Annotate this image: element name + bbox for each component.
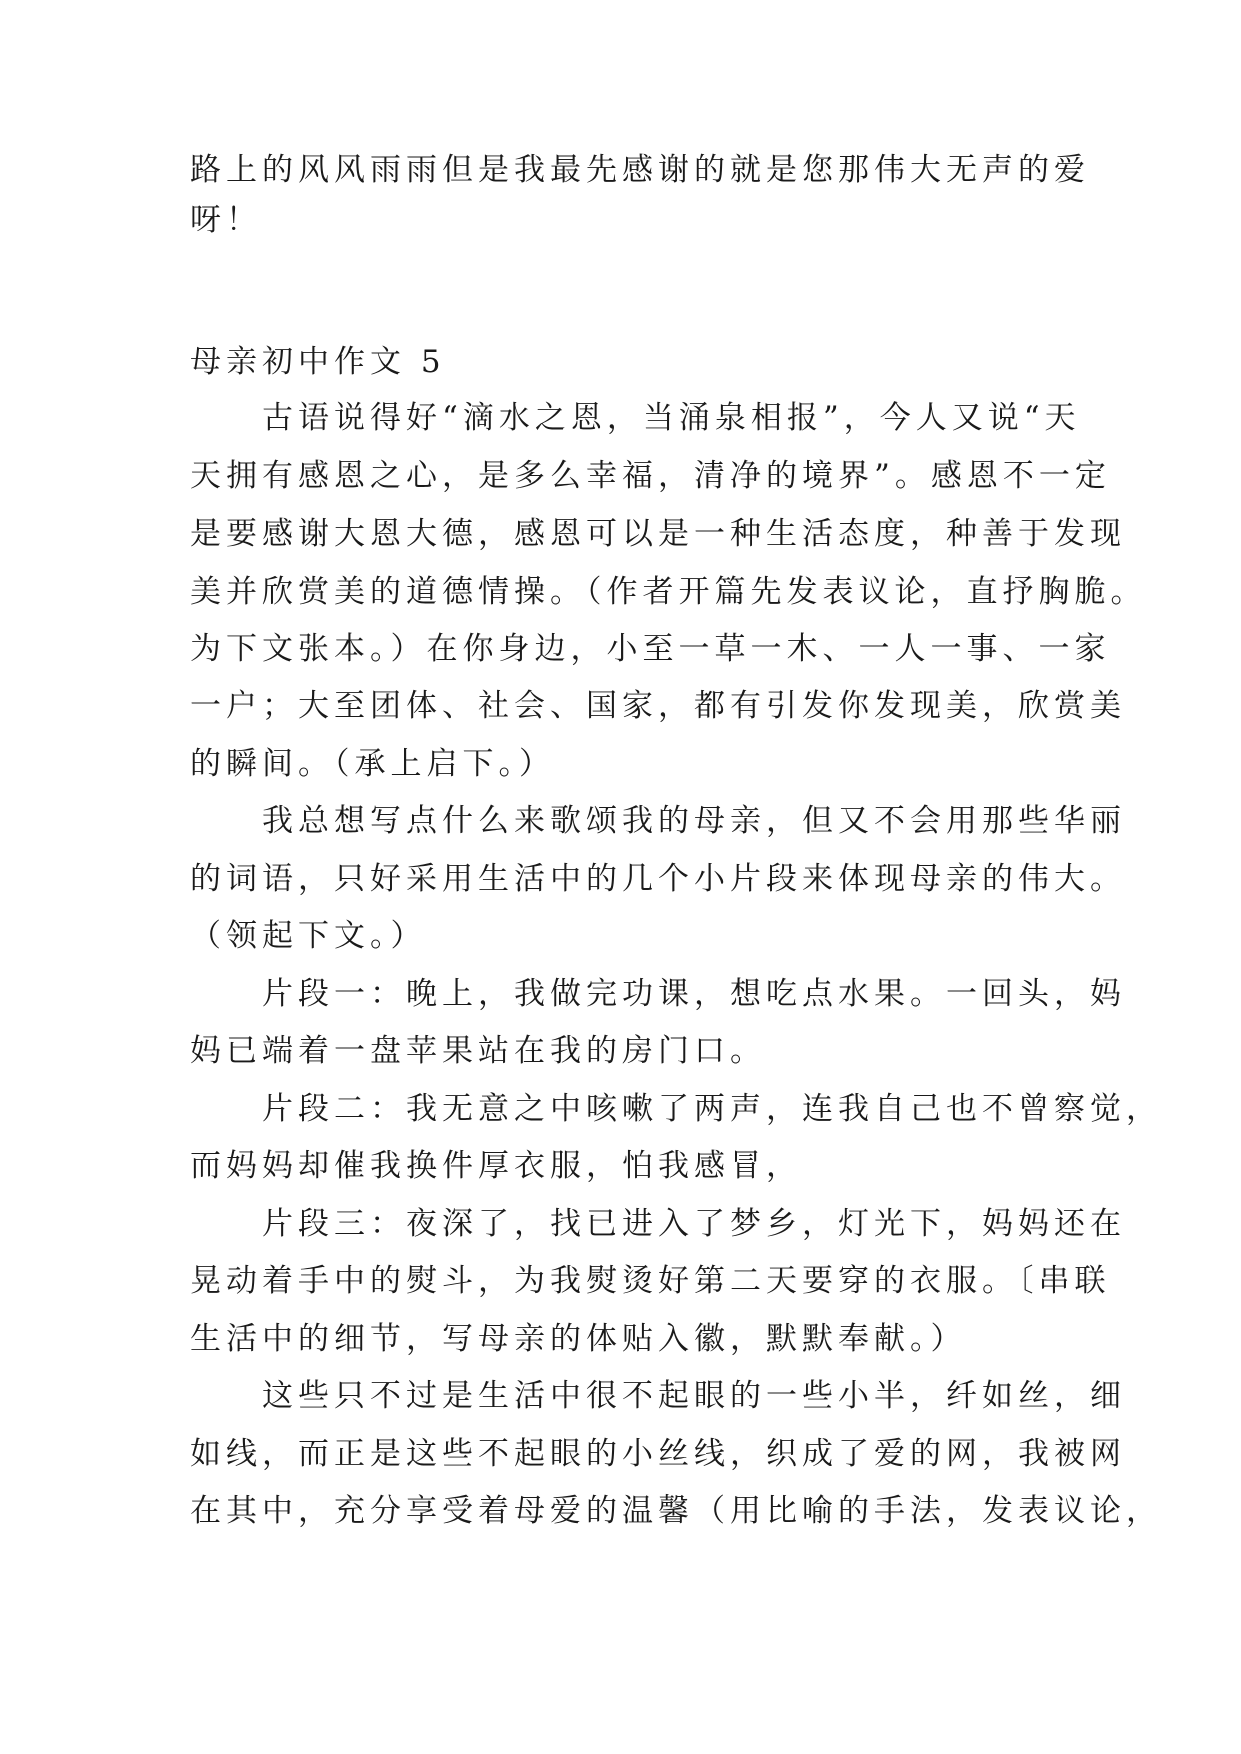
text-line: 我总想写点什么来歌颂我的母亲，但又不会用那些华丽 [190, 803, 1126, 839]
text-line: 这些只不过是生活中很不起眼的一些小半，纤如丝，细 [190, 1378, 1126, 1414]
text-line: 的词语，只好采用生活中的几个小片段来体现母亲的伟大。 [190, 861, 1126, 897]
text-line: （领起下文。） [190, 918, 427, 954]
text-line: 天拥有感恩之心，是多么幸福，清净的境界”。感恩不一定 [190, 458, 1111, 494]
text-line: 片段三：夜深了，找已进入了梦乡，灯光下，妈妈还在 [190, 1206, 1126, 1242]
text-line: 路上的风风雨雨但是我最先感谢的就是您那伟大无声的爱 [190, 152, 1090, 188]
text-line: 晃动着手中的熨斗，为我熨烫好第二天要穿的衣服。〔串联 [190, 1263, 1111, 1299]
text-line: 的瞬间。（承上启下。） [190, 746, 555, 782]
text-line: 妈已端着一盘苹果站在我的房门口。 [190, 1033, 766, 1069]
text-line: 是要感谢大恩大德，感恩可以是一种生活态度，种善于发现 [190, 516, 1126, 552]
text-line: 呀！ [190, 202, 262, 238]
text-line: 而妈妈却催我换件厚衣服，怕我感冒， [190, 1148, 802, 1184]
text-line: 一户；大至团体、社会、国家，都有引发你发现美，欣赏美 [190, 688, 1126, 724]
text-line: 片段一：晚上，我做完功课，想吃点水果。一回头，妈 [190, 976, 1126, 1012]
text-line: 在其中，充分享受着母爱的温馨（用比喻的手法，发表议论， [190, 1493, 1162, 1529]
text-line: 如线，而正是这些不起眼的小丝线，织成了爱的网，我被网 [190, 1436, 1126, 1472]
text-line: 美并欣赏美的道德情操。（作者开篇先发表议论，直抒胸脆。 [190, 574, 1147, 610]
text-line: 片段二：我无意之中咳嗽了两声，连我自己也不曾察觉， [190, 1091, 1162, 1127]
text-line: 生活中的细节，写母亲的体贴入徽，默默奉献。） [190, 1321, 967, 1357]
text-line: 为下文张本。）在你身边，小至一草一木、一人一事、一家 [190, 631, 1111, 667]
text-line: 古语说得好“滴水之恩，当涌泉相报”，今人又说“天 [190, 400, 1081, 436]
section-heading: 母亲初中作文 5 [190, 344, 446, 380]
